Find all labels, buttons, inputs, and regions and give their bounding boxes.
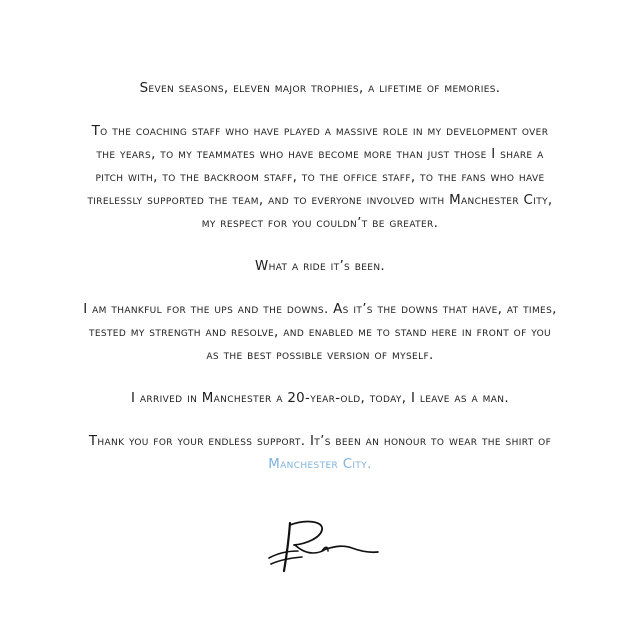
paragraph-thanks-staff: [0, 120, 640, 235]
farewell-letter: [0, 77, 640, 496]
text-line: What a ride it’s been.: [254, 259, 386, 274]
opening-line: Seven seasons, eleven major trophies, a lifetime of memories.: [139, 81, 501, 96]
paragraph-closing: [0, 430, 640, 476]
paragraph-arrived: [0, 387, 640, 410]
text-line: Thank you for your endless support. It’s been an honour to wear the shirt of: [88, 434, 552, 449]
text-line: I arrived in Manchester a 20-year-old, today, I leave as a man.: [131, 391, 509, 406]
text-line: the years, to my teammates who have become more than just those I share a: [96, 147, 544, 162]
handwritten-signature-icon: [268, 515, 388, 580]
text-line: my respect for you couldn’t be greater.: [201, 216, 439, 231]
text-line: tirelessly supported the team, and to everyone involved with Manchester City,: [87, 193, 553, 208]
text-line: To the coaching staff who have played a massive role in my development over: [91, 124, 549, 139]
text-line: pitch with, to the backroom staff, to the office staff, to the fans who have: [95, 170, 545, 185]
paragraph-ups-downs: [0, 298, 640, 367]
paragraph-opening: [0, 77, 640, 100]
paragraph-ride: [0, 255, 640, 278]
text-line: tested my strength and resolve, and enabled me to stand here in front of you: [89, 325, 551, 340]
text-line: I am thankful for the ups and the downs. As it’s the downs that have, at times,: [83, 302, 557, 317]
text-line: as the best possible version of myself.: [206, 348, 434, 363]
club-name-highlight: Manchester City.: [268, 457, 372, 472]
